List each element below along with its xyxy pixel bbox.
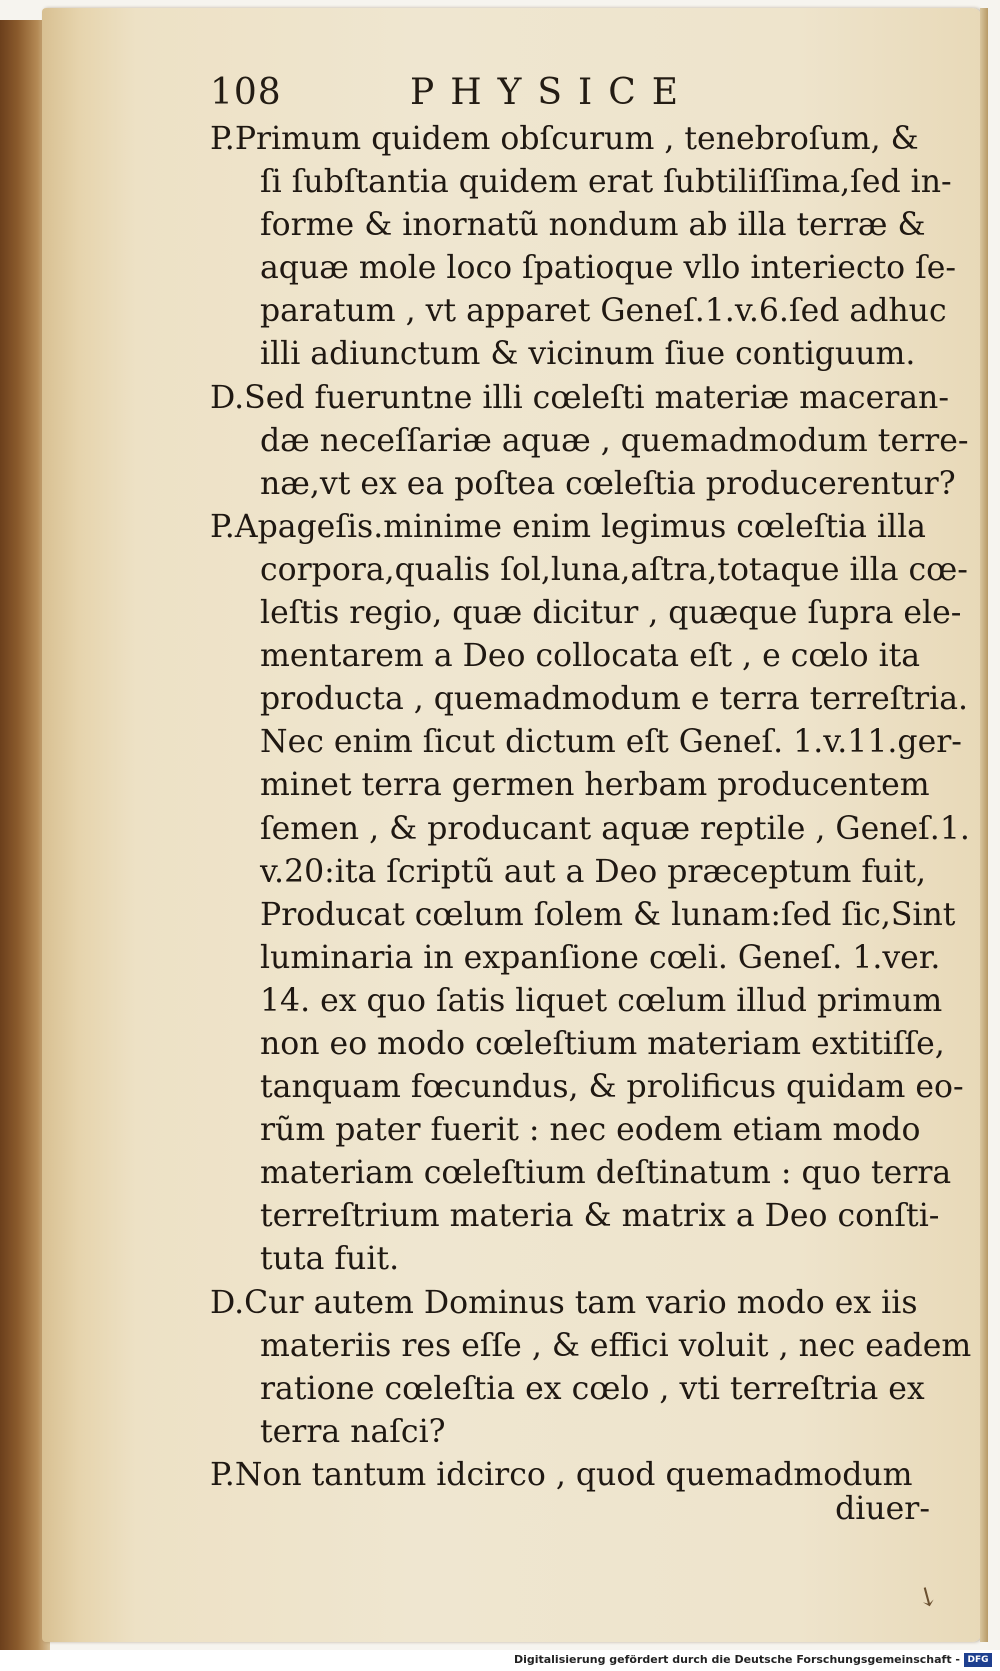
digitization-footer <box>0 1650 1000 1671</box>
page-edge <box>980 8 988 1642</box>
funding-credit: Digitalisierung gefördert durch die Deutsche Forschungsgemeinschaft - <box>513 1653 960 1666</box>
text-line: næ,vt ex ea poſtea cœleſtia producerentur? <box>260 465 956 502</box>
text-line: minet terra germen herbam producentem <box>260 767 930 804</box>
text-line: tuta fuit. <box>260 1241 400 1278</box>
dialogue-paragraph <box>210 1282 972 1454</box>
running-title: PHYSICE <box>410 72 695 113</box>
text-line: tanquam fœcundus, & prolificus quidam eo- <box>260 1069 964 1106</box>
text-line: ratione cœleſtia ex cœlo , vti terreſtria ex <box>260 1370 925 1407</box>
page-number: 108 <box>210 72 282 113</box>
text-line: D.Sed fueruntne illi cœleſti materiæ maceran- <box>210 379 949 416</box>
text-line: D.Cur autem Dominus tam vario modo ex iis <box>210 1284 918 1321</box>
text-line: ſi ſubſtantia quidem erat ſubtiliſſima,ſed in- <box>260 164 952 201</box>
text-line: rũm pater fuerit : nec eodem etiam modo <box>260 1112 921 1149</box>
text-line: leſtis regio, quæ dicitur , quæque ſupra ele- <box>260 595 962 632</box>
text-line: Nec enim ſicut dictum eſt Geneſ. 1.v.11.ger- <box>260 724 962 761</box>
dfg-logo: DFG <box>964 1653 992 1667</box>
text-line: v.20:ita ſcriptũ aut a Deo præceptum fuit, <box>260 853 927 890</box>
text-line: 14. ex quo ſatis liquet cœlum illud primum <box>260 982 943 1019</box>
text-line: materiam cœleſtium deſtinatum : quo terra <box>260 1155 952 1192</box>
text-line: aquæ mole loco ſpatioque vllo interiecto ſe- <box>260 250 957 287</box>
text-line: illi adiunctum & vicinum ſiue contiguum. <box>260 336 916 373</box>
text-line: paratum , vt apparet Geneſ.1.v.6.ſed adhuc <box>260 293 947 330</box>
dialogue-paragraph <box>210 506 970 1282</box>
text-line: materiis res eſſe , & effici voluit , nec eadem <box>260 1327 972 1364</box>
text-line: P.Apageſis.minime enim legimus cœleſtia illa <box>210 508 926 545</box>
body-text <box>210 118 972 1497</box>
text-line: terreſtrium materia & matrix a Deo conſti- <box>260 1198 940 1235</box>
catchword: diuer- <box>835 1491 930 1527</box>
text-line: ſemen , & producant aquæ reptile , Geneſ.1. <box>260 810 970 847</box>
text-line: terra naſci? <box>260 1413 446 1450</box>
text-line: corpora,qualis ſol,luna,aſtra,totaque illa cœ- <box>260 551 968 588</box>
text-line: P.Non tantum idcirco , quod quemadmodum <box>210 1456 913 1493</box>
dialogue-paragraph <box>210 377 969 506</box>
dialogue-paragraph <box>210 118 957 377</box>
text-line: forme & inornatũ nondum ab illa terræ & <box>260 207 926 244</box>
text-line: mentarem a Deo collocata eſt , e cœlo ita <box>260 638 921 675</box>
text-line: non eo modo cœleſtium materiam extitiſſe, <box>260 1025 945 1062</box>
text-line: P.Primum quidem obſcurum , tenebroſum, & <box>210 121 919 157</box>
text-line: luminaria in expanſione cœli. Geneſ. 1.ver. <box>260 939 941 976</box>
margin-mark: ↘ <box>909 1578 944 1616</box>
page-header <box>210 68 810 118</box>
text-line: dæ neceſſariæ aquæ , quemadmodum terre- <box>260 422 969 459</box>
text-line: producta , quemadmodum e terra terreſtria. <box>260 681 968 718</box>
dialogue-paragraph <box>210 1454 913 1497</box>
text-line: Producat cœlum ſolem & lunam:ſed ſic,Sint <box>260 896 956 933</box>
